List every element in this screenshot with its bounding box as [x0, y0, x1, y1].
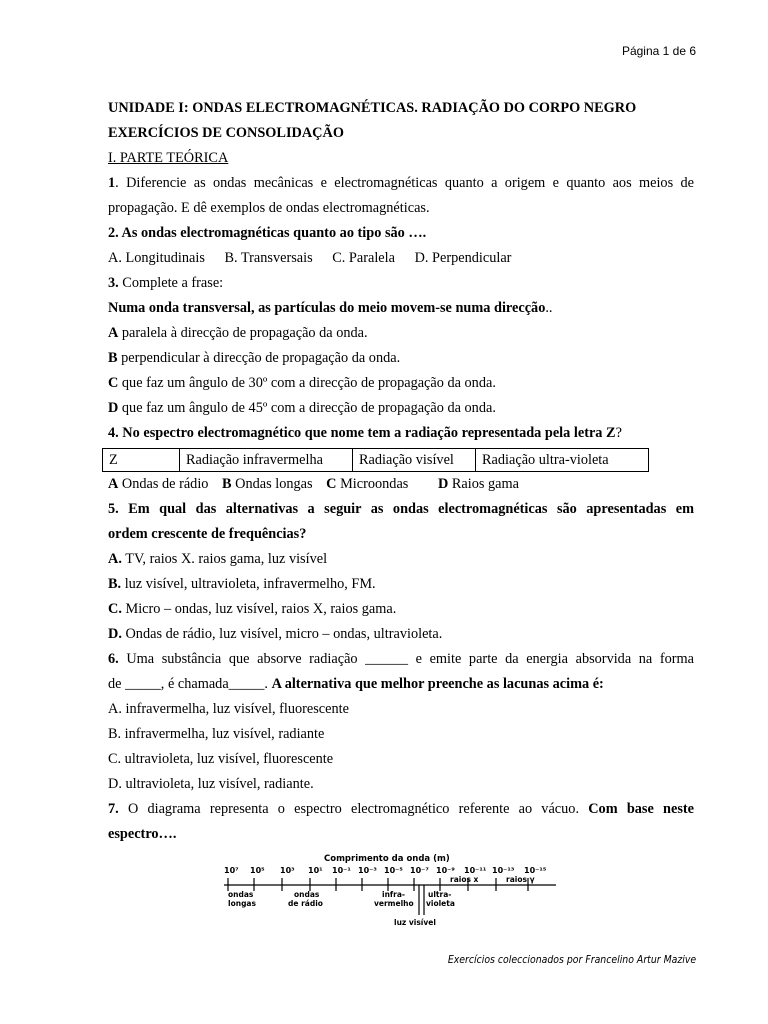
question-4: 4. No espectro electromagnético que nome tem a radiação representada pela letra Z?	[108, 425, 622, 441]
question-1-line-2: propagação. E dê exemplos de ondas electromagnéticas.	[108, 200, 430, 216]
question-5-option-c: C. Micro – ondas, luz visível, raios X, raios gama.	[108, 601, 397, 617]
question-4-options	[108, 472, 694, 497]
tick-label: 10⁻¹⁵	[524, 866, 547, 875]
option-a: A Ondas de rádio	[108, 476, 209, 492]
question-6-option-d: D. ultravioleta, luz visível, radiante.	[108, 776, 314, 792]
option-d: D Raios gama	[437, 476, 519, 492]
question-number: 1	[108, 175, 116, 191]
question-5-option-d: D. Ondas de rádio, luz visível, micro – ondas, ultravioleta.	[108, 626, 443, 642]
visible-light-label: luz visível	[394, 918, 436, 927]
question-3-intro: 3. Complete a frase:	[108, 275, 224, 291]
question-3-option-a: A paralela à direcção de propagação da onda.	[108, 325, 368, 341]
question-1-line-1: 1. Diferencie as ondas mecânicas e electromagnéticas quanto a origem e quanto aos meios de	[108, 175, 694, 191]
band-label: ondas	[294, 890, 320, 899]
option-b: B Ondas longas	[222, 476, 313, 492]
option-c: C Microondas	[326, 476, 409, 492]
tick-label: 10¹	[308, 866, 323, 875]
question-7-line-2: espectro….	[108, 826, 177, 842]
band-labels	[228, 875, 535, 927]
tick-labels	[224, 866, 547, 875]
question-5-line-2: ordem crescente de frequências?	[108, 526, 307, 542]
question-7-line-1: 7. O diagrama representa o espectro electromagnético referente ao vácuo. Com base neste	[108, 801, 694, 817]
option-d: D. Perpendicular	[414, 250, 512, 266]
option-b: B. Transversais	[224, 250, 313, 266]
question-3-option-d: D que faz um ângulo de 45º com a direcção de propagação da onda.	[108, 400, 496, 416]
table-row	[103, 449, 649, 472]
tick-label: 10⁻⁹	[436, 866, 455, 875]
table-cell: Z	[103, 449, 180, 472]
table-cell: Radiação visível	[353, 449, 476, 472]
band-label: raios x	[450, 875, 479, 884]
question-5-option-b: B. luz visível, ultravioleta, infravermelho, FM.	[108, 576, 376, 592]
option-c: C. Paralela	[332, 250, 395, 266]
tick-label: 10⁵	[250, 866, 265, 875]
page-number: Página 1 de 6	[621, 44, 696, 58]
table-cell: Radiação infravermelha	[180, 449, 353, 472]
question-2-options	[108, 246, 694, 271]
band-label: de rádio	[288, 899, 323, 908]
section-heading: I. PARTE TEÓRICA	[108, 150, 229, 166]
question-3-option-c: C que faz um ângulo de 30º com a direcção de propagação da onda.	[108, 375, 496, 391]
tick-label: 10⁻¹	[332, 866, 351, 875]
band-label: ultra-	[428, 890, 452, 899]
question-6-option-a: A. infravermelha, luz visível, fluorescente	[108, 701, 349, 717]
tick-label: 10⁻⁵	[384, 866, 403, 875]
tick-label: 10⁷	[224, 866, 239, 875]
tick-label: 10⁻¹³	[492, 866, 515, 875]
question-5-option-a: A. TV, raios X. raios gama, luz visível	[108, 551, 328, 567]
question-6-option-b: B. infravermelha, luz visível, radiante	[108, 726, 325, 742]
tick-label: 10⁻⁷	[410, 866, 429, 875]
radiation-table	[102, 448, 649, 472]
question-3-prompt: Numa onda transversal, as partículas do meio movem-se numa direcção..	[108, 300, 553, 316]
band-label: infra-	[382, 890, 406, 899]
band-label: vermelho	[374, 899, 414, 908]
table-cell: Radiação ultra-violeta	[476, 449, 649, 472]
question-5-line-1: 5. Em qual das alternativas a seguir as ondas electromagnéticas são apresentadas em	[108, 501, 694, 517]
band-label: violeta	[426, 899, 455, 908]
band-label: longas	[228, 899, 256, 908]
question-3-option-b: B perpendicular à direcção de propagação da onda.	[108, 350, 401, 366]
unit-title: UNIDADE I: ONDAS ELECTROMAGNÉTICAS. RADIAÇÃO DO CORPO NEGRO	[108, 100, 637, 116]
document-body	[108, 96, 694, 940]
tick-label: 10⁻³	[358, 866, 377, 875]
tick-label: 10³	[280, 866, 295, 875]
spectrum-title: Comprimento da onda (m)	[324, 854, 450, 864]
band-label: raios γ	[506, 875, 535, 884]
spectrum-diagram	[224, 851, 564, 931]
question-6-line-2: de _____, é chamada_____. A alternativa que melhor preenche as lacunas acima é:	[108, 676, 604, 692]
footer-credit: Exercícios coleccionados por Francelino Artur Mazive	[447, 953, 696, 966]
option-a: A. Longitudinais	[108, 250, 205, 266]
exercises-subtitle: EXERCÍCIOS DE CONSOLIDAÇÃO	[108, 125, 344, 141]
band-label: ondas	[228, 890, 254, 899]
question-2: 2. As ondas electromagnéticas quanto ao tipo são ….	[108, 225, 427, 241]
question-6-line-1: 6. Uma substância que absorve radiação ______ e emite parte da energia absorvida na forma	[108, 651, 694, 667]
tick-label: 10⁻¹¹	[464, 866, 487, 875]
question-6-option-c: C. ultravioleta, luz visível, fluorescente	[108, 751, 334, 767]
